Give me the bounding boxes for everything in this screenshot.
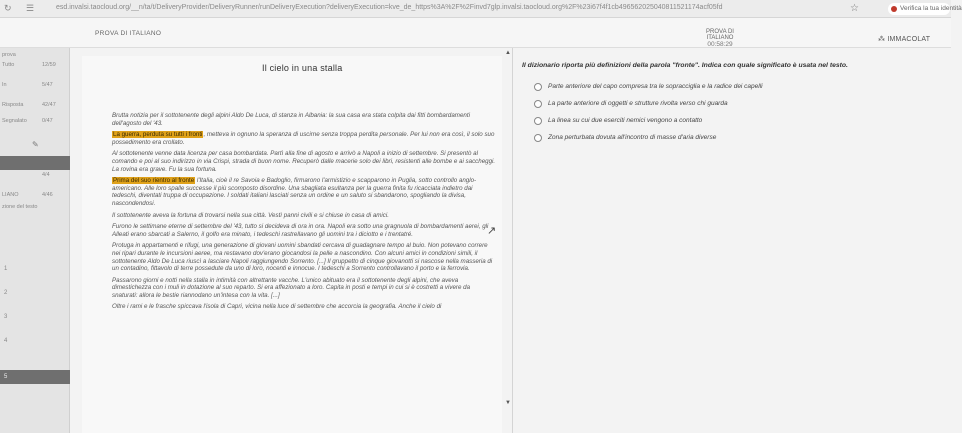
paragraph-text: , metteva in ognuno la speranza di uscirne senza troppa perdita personale. Per lui non era così, il solo suo possedimento era crollato. — [112, 131, 495, 146]
url-text[interactable]: esd.invalsi.taocloud.org/__n/ta/t/DeliveryProvider/DeliveryRunner/runDeliveryExecution?deliveryExecution=kve_de_https%3A%2F%2Finvd7glp.invalsi.taocloud.org%2F%23i67f4f1cb496562025040811521174acf05fd — [56, 4, 723, 11]
passage-paragraph — [112, 212, 497, 220]
question-number-4[interactable]: 4 — [4, 338, 8, 344]
verify-identity-button[interactable] — [888, 3, 962, 15]
radio-button[interactable] — [534, 83, 542, 91]
exam-name: PROVA DI ITALIANO — [95, 30, 162, 37]
question-prompt: Il dizionario riporta più definizioni della parola "fronte". Indica con quale significato è usata nel testo. — [522, 62, 848, 69]
paragraph-text: Al sottotenente venne data licenza per casa bombardata. Partì alla fine di agosto e arrivò a Napoli a inizio di settembre. Si presentò al comando e poi al suo indirizzo in via Crispi, strada di buon nome. Recuperò dalle macerie solo dei libri, resistenti alle bombe e ai saccheggi. La rovina era grave. Fu la sua fortuna. — [112, 150, 496, 173]
answer-option-a[interactable] — [534, 82, 934, 92]
paragraph-text: Passarono giorni e notti nella stalla in intimità con altrettante vacche. L'unico abituato era il sottotenente degli alpini, che aveva dimestichezza con i muli in dotazione al suo reparto. Si era affezionato a loro. Capita in posti e tempi in cui si è costretti a vivere da snaturati: allora le bestie riannodano un'intesa con la vita. [...] — [112, 276, 471, 299]
paragraph-text: Oltre i rami e le frasche spiccava l'isola di Capri, vicina nella luce di settembre che accorcia la geografia. Anche il cielo di — [112, 303, 442, 311]
reload-icon[interactable]: ↻ — [4, 3, 12, 13]
filter-count: 5/47 — [42, 82, 53, 88]
answer-option-d[interactable] — [534, 133, 934, 143]
radio-button[interactable] — [534, 100, 542, 108]
passage-paragraph — [112, 112, 497, 127]
highlighted-phrase: Prima del suo rientro al fronte — [113, 177, 195, 185]
test-header — [0, 18, 951, 48]
radio-button[interactable] — [534, 117, 542, 125]
panel-divider[interactable] — [512, 48, 513, 433]
question-number-5[interactable]: 5 — [4, 374, 8, 380]
mouse-cursor-icon: ↗ — [487, 225, 497, 237]
sidebar-section-header[interactable] — [0, 156, 70, 170]
filter-count: 0/47 — [42, 118, 53, 124]
passage-text — [112, 112, 497, 315]
passage-paragraph — [112, 242, 497, 272]
filter-label: Risposta — [2, 102, 24, 108]
verify-identity-label: Verifica la tua identità — [900, 5, 962, 12]
filter-label: Tutto — [2, 62, 15, 68]
group-count: 4/46 — [42, 192, 53, 198]
radio-button[interactable] — [534, 134, 542, 142]
group-label: LIANO — [2, 192, 19, 198]
scroll-up-icon[interactable]: ▲ — [505, 50, 511, 56]
scroll-down-icon[interactable]: ▼ — [505, 400, 511, 406]
option-label: La linea su cui due eserciti nemici vengono a contatto — [548, 117, 703, 124]
timer: 00:58:29 — [707, 41, 733, 48]
answer-option-b[interactable] — [534, 99, 934, 109]
passage-title: Il cielo in una stalla — [262, 63, 343, 73]
answer-option-c[interactable] — [534, 116, 934, 126]
paragraph-text: Brutta notizia per il sottotenente degli alpini Aldo De Luca, di stanza in Albania: la sua casa era stata colpita dai fitti bombardamenti dell'agosto del '43. — [112, 112, 470, 127]
question-number-3[interactable]: 3 — [4, 314, 8, 320]
sidebar-section-text: prova — [2, 52, 16, 58]
paragraph-text: Furono le settimane eterne di settembre del '43, tutto si decideva di ora in ora. Napoli era sotto una gragnuola di bombardamenti aerei, gli Alleati erano sbarcati a Salerno, il golfo era minato, i tedeschi rastrellavano gli uomini tra i diciotto e i trentatré. — [112, 223, 489, 238]
paragraph-text: Il sottotenente aveva la fortuna di trovarsi nella sua città. Vestì panni civili e si chiuse in casa di amici. — [112, 211, 389, 219]
filter-count: 42/47 — [42, 102, 56, 108]
question-number-2[interactable]: 2 — [4, 290, 8, 296]
passage-paragraph — [112, 277, 497, 300]
option-label: Zona perturbata dovuta all'incontro di masse d'aria diverse — [548, 134, 717, 141]
section-name-label: zione del testo — [2, 204, 38, 210]
passage-paragraph — [112, 223, 497, 238]
sidebar-current-item[interactable] — [0, 370, 70, 384]
reading-passage — [82, 56, 502, 433]
navigation-sidebar — [0, 48, 70, 433]
browser-address-bar — [0, 0, 962, 18]
site-info-icon[interactable]: ☰ — [26, 3, 35, 13]
exam-code: PROVA DI ITALIANO — [706, 29, 734, 41]
bookmark-star-icon[interactable]: ☆ — [850, 3, 859, 14]
user-name[interactable]: ⁂ IMMACOLAT — [878, 36, 931, 43]
passage-paragraph — [112, 177, 497, 207]
filter-label: In — [2, 82, 7, 88]
highlighted-phrase: La guerra, perduta su tutti i fronti — [113, 131, 203, 139]
user-name-label: IMMACOLAT — [887, 36, 931, 43]
paragraph-text: Protuga in appartamenti e rifugi, una generazione di giovani uomini sbandati cercava di guadagnare tempo al buio. Non potevano correre nei ripari durante le incursioni aeree, ma restavano dov'erano giocandosi la pelle a nascondino. Con alcuni amici in condizioni simili, il sottotenente Aldo De Luca riuscì a lasciare Napoli raggiungendo Sorrento. [...] Il gruppetto di cinque giovanotti si nascose nella masseria di un contadino, fittavolo di terre possedute da uno di loro, nocenti e innocue. I tedeschi a Sorrento controllavano il porto e la ferrovia. — [112, 242, 493, 273]
passage-paragraph — [112, 303, 497, 311]
option-label: Parte anteriore del capo compresa tra le sopracciglia e la radice dei capelli — [548, 83, 763, 90]
passage-paragraph — [112, 150, 497, 173]
exam-info — [695, 29, 745, 48]
score-value: 4/4 — [42, 172, 50, 178]
passage-paragraph — [112, 131, 497, 146]
filter-count: 12/59 — [42, 62, 56, 68]
option-label: La parte anteriore di oggetti e strutture rivolta verso chi guarda — [548, 100, 728, 107]
question-number-1[interactable]: 1 — [4, 266, 8, 272]
profile-icon — [891, 6, 897, 12]
pencil-icon[interactable]: ✎ — [32, 140, 39, 149]
filter-label: Segnalato — [2, 118, 27, 124]
paragraph-text: l'Italia, cioè il re Savoia e Badoglio, firmarono l'armistizio e scapparono in Puglia, sotto controllo anglo-americano. Alle loro spalle successe il più scomposto disordine. Una sbagliata esultanza per la guerra finita fu ricacciata indietro dai tedeschi, diventati truppa di occupazione. I soldati italiani lasciati senza un ordine e un saluto si sbandarono, spogliando la divisa, nascondendosi. — [112, 177, 477, 207]
